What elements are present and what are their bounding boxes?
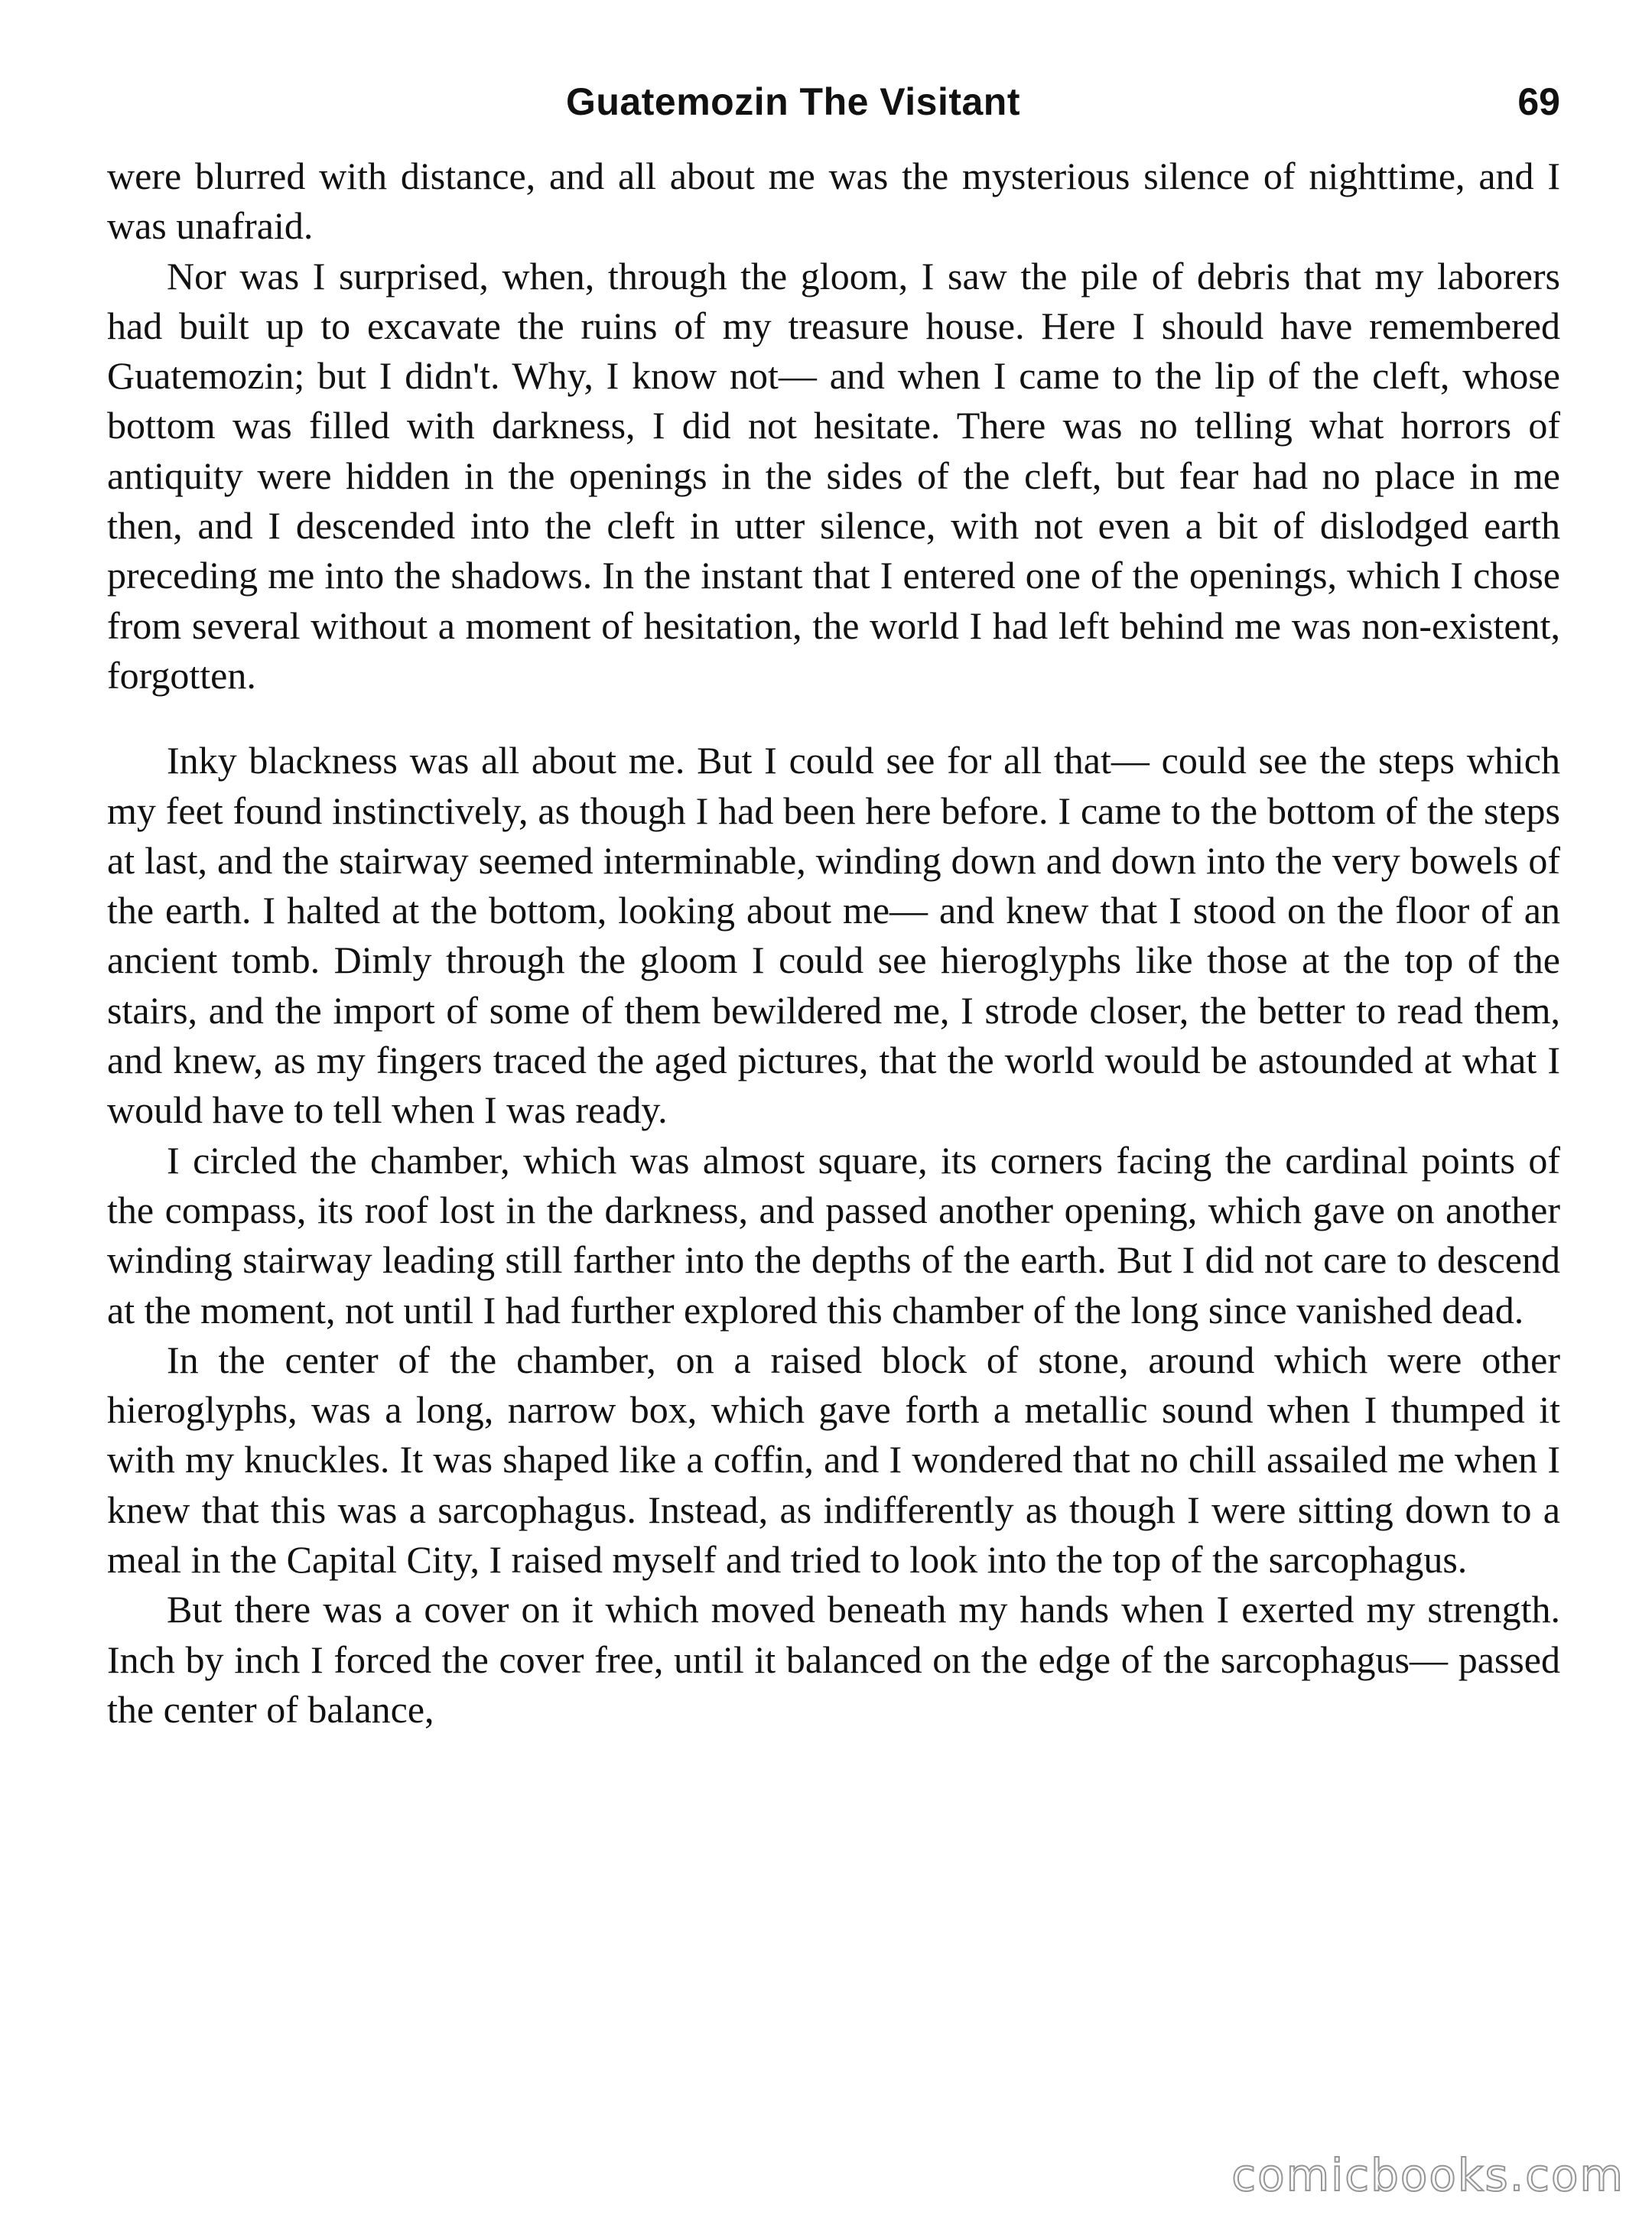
- paragraph: Nor was I surprised, when, through the gloom, I saw the pile of debris that my laborers had built up to excavate the ruins of my treasure house. Here I should have remembered Guatemozin; but I didn't. Why, I know not— and when I came to the lip of the cleft, whose bottom was filled with darkness, I did not hesitate. There was no telling what horrors of antiquity were hidden in the openings in the sides of the cleft, but fear had no place in me then, and I descended into the cleft in utter silence, with not even a bit of dislodged earth preceding me into the shadows. In the instant that I entered one of the openings, which I chose from several without a moment of hesitation, the world I had left behind me was non-existent, forgotten.: [107, 254, 1560, 697]
- paragraph: Inky blackness was all about me. But I could see for all that— could see the steps which my feet found instinctively, as though I had been here before. I came to the bottom of the steps at last, and the stairway seemed interminable, winding down and down into the very bowels of the earth. I halted at the bottom, looking about me— and knew that I stood on the floor of an ancient tomb. Dimly through the gloom I could see hieroglyphs like those at the top of the stairs, and the import of some of them bewildered me, I strode closer, the better to read them, and knew, as my fingers traced the aged pictures, that the world would be astounded at what I would have to tell when I was ready.: [107, 739, 1560, 1132]
- page-number: 69: [1517, 80, 1560, 123]
- body-text: [107, 151, 1560, 1735]
- paragraph: I circled the chamber, which was almost square, its corners facing the cardinal points of the compass, its roof lost in the darkness, and passed another opening, which gave on another winding stairway leading still farther into the depths of the earth. But I did not care to descend at the moment, not until I had further explored this chamber of the long since vanished dead.: [107, 1138, 1560, 1332]
- paragraph: But there was a cover on it which moved beneath my hands when I exerted my strength. Inch by inch I forced the cover free, until it balanced on the edge of the sarcophagus— passed the center of balance,: [107, 1588, 1560, 1731]
- running-head: Guatemozin The Visitant: [566, 80, 1020, 123]
- page-header: [107, 76, 1560, 138]
- paragraph: In the center of the chamber, on a raised block of stone, around which were other hieroglyphs, was a long, narrow box, which gave forth a metallic sound when I thumped it with my knuckles. It was shaped like a coffin, and I wondered that no chill assailed me when I knew that this was a sarcophagus. Instead, as indifferently as though I were sitting down to a meal in the Capital City, I raised myself and tried to look into the top of the sarcophagus.: [107, 1338, 1560, 1582]
- paragraph: were blurred with distance, and all about me was the mysterious silence of nighttime, and I was unafraid.: [107, 154, 1560, 248]
- book-page: [107, 76, 1560, 2172]
- watermark: comicbooks.com: [1231, 2149, 1624, 2201]
